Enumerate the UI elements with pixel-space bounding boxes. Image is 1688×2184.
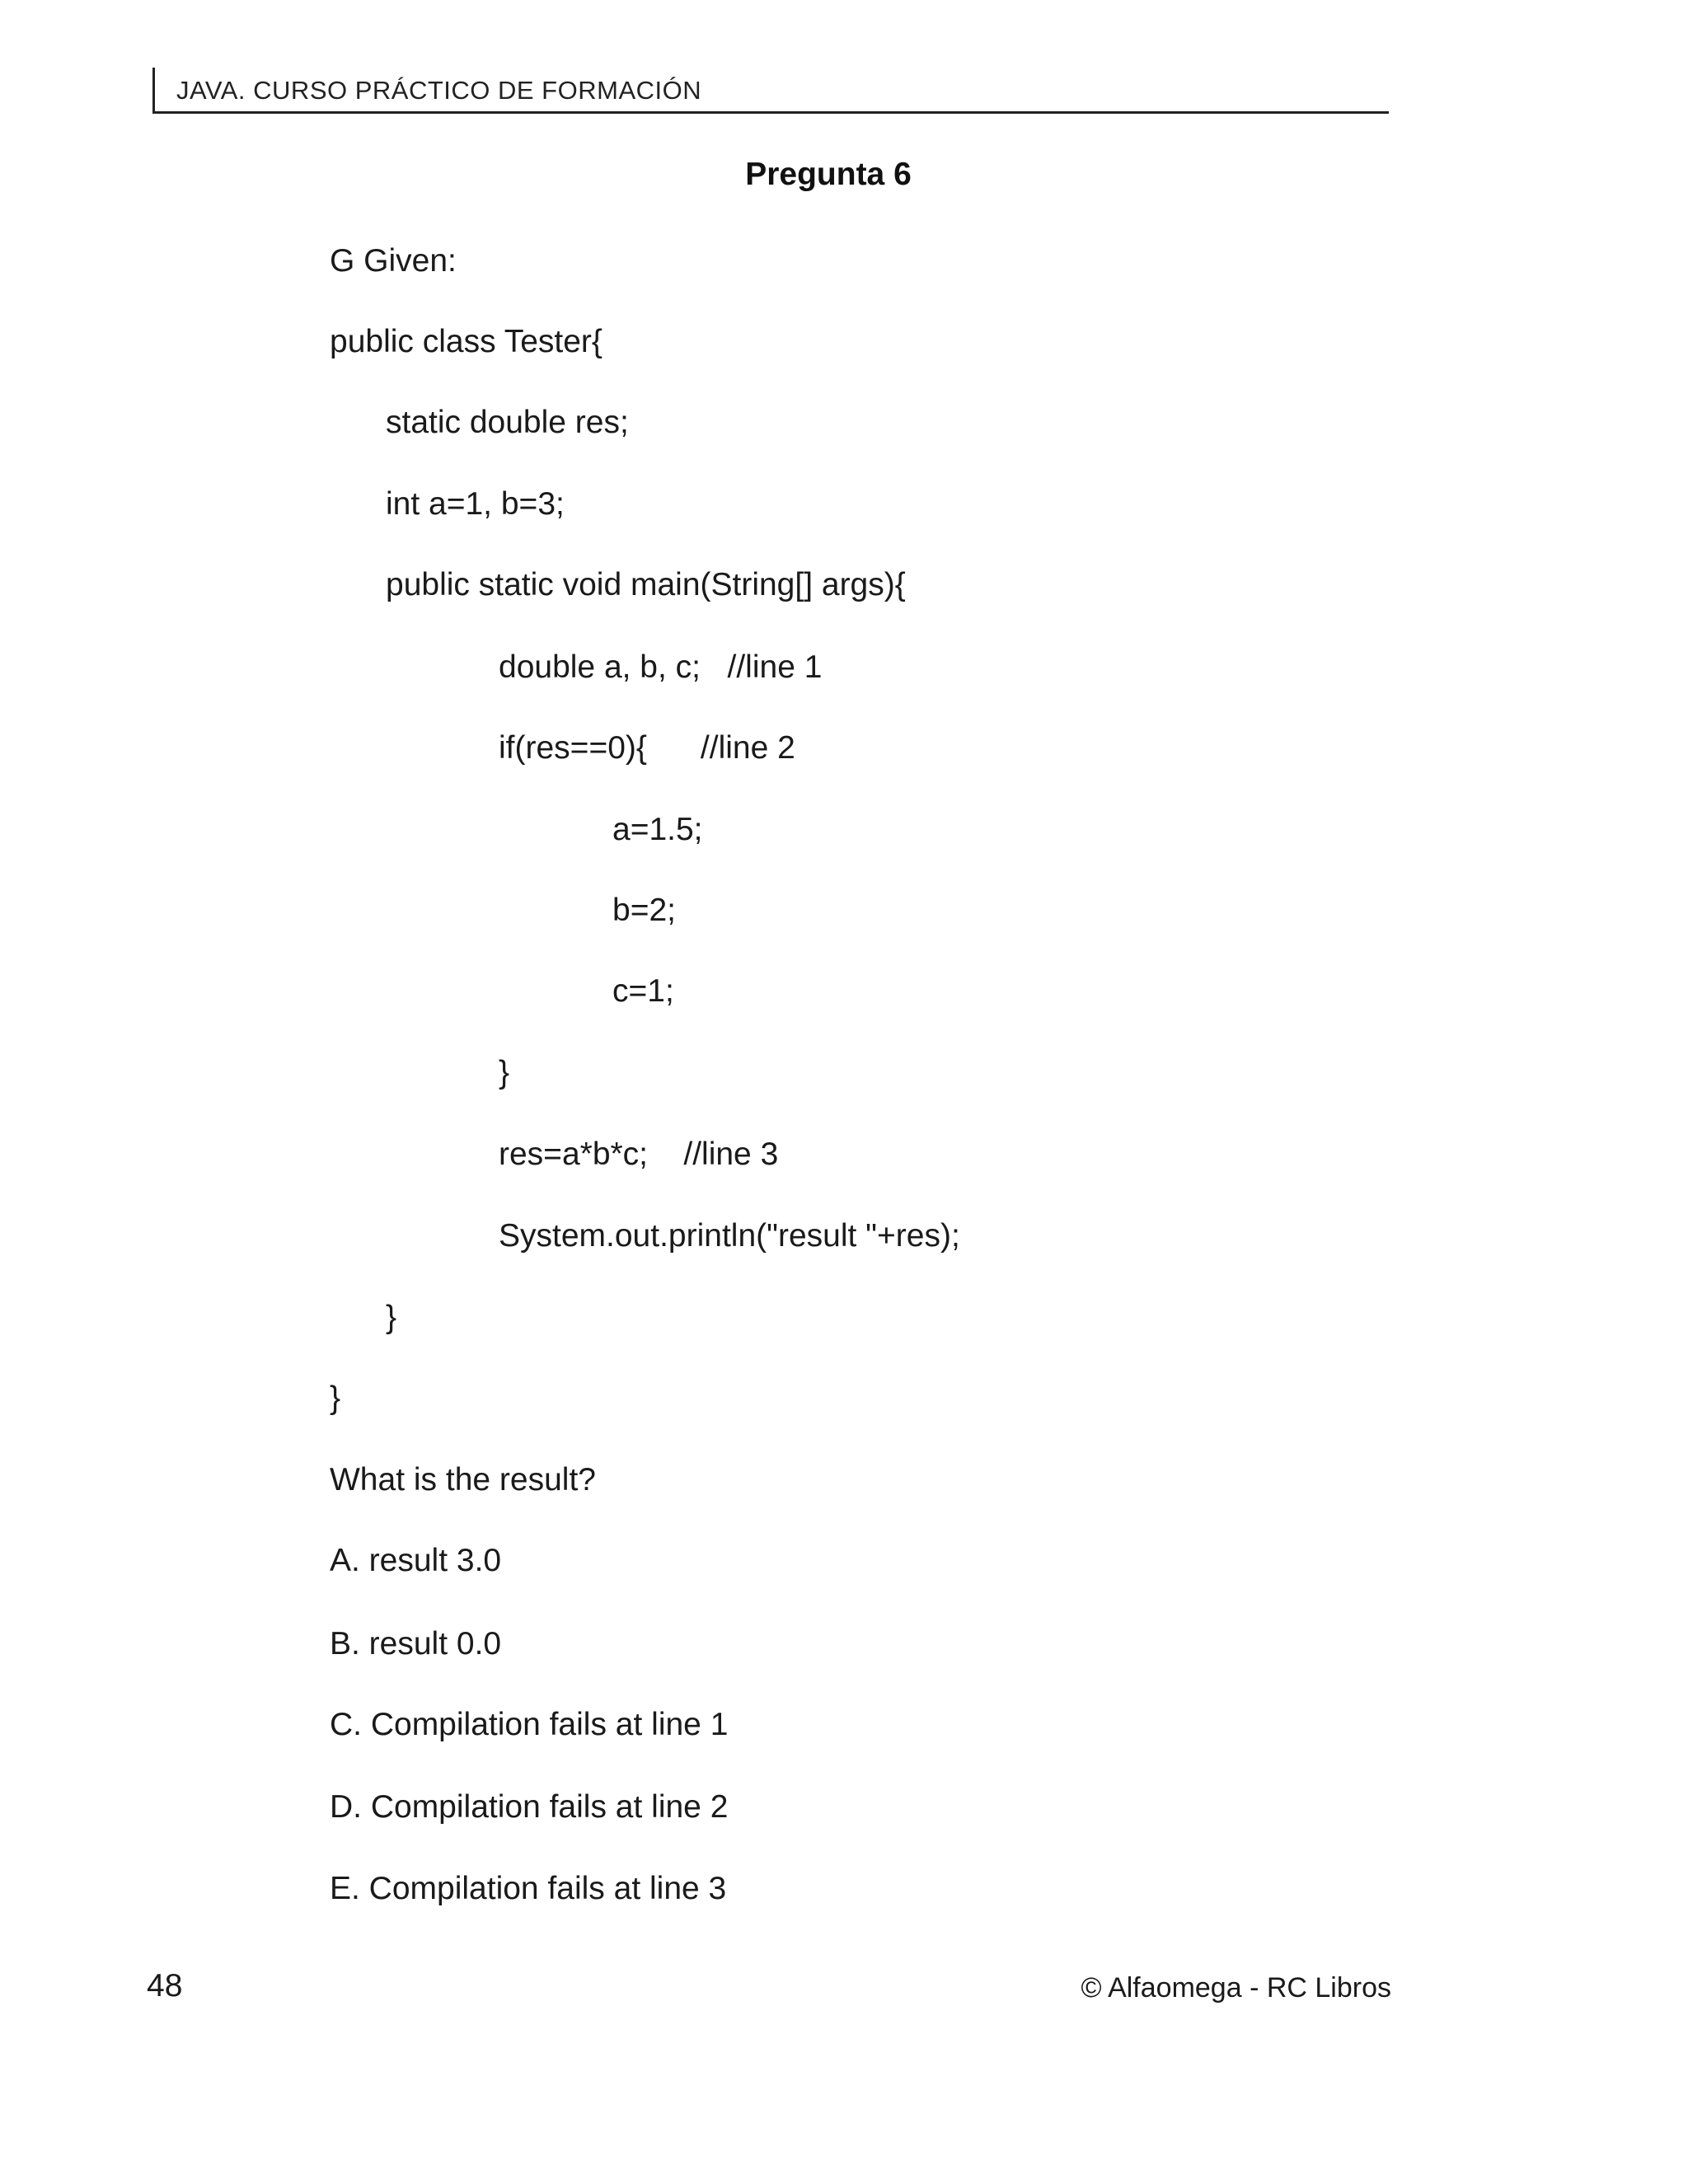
code-line: if(res==0){ //line 2 bbox=[499, 730, 795, 766]
question-intro: G Given: bbox=[330, 243, 457, 279]
code-line: } bbox=[330, 1380, 341, 1416]
answer-option-c: C. Compilation fails at line 1 bbox=[330, 1707, 729, 1742]
code-line: c=1; bbox=[612, 973, 674, 1009]
answer-option-a: A. result 3.0 bbox=[330, 1543, 502, 1578]
copyright-notice: © Alfaomega - RC Libros bbox=[1081, 1972, 1391, 2004]
answer-option-e: E. Compilation fails at line 3 bbox=[330, 1871, 727, 1906]
code-line: System.out.println("result "+res); bbox=[499, 1218, 960, 1254]
running-header bbox=[152, 68, 1389, 114]
question-title: Pregunta 6 bbox=[745, 157, 912, 192]
code-line: double a, b, c; //line 1 bbox=[499, 649, 823, 685]
code-line: public class Tester{ bbox=[330, 324, 603, 359]
code-line: public static void main(String[] args){ bbox=[386, 567, 906, 602]
question-prompt: What is the result? bbox=[330, 1462, 596, 1497]
code-line: res=a*b*c; //line 3 bbox=[499, 1137, 779, 1172]
page-number: 48 bbox=[147, 1968, 183, 2004]
answer-option-b: B. result 0.0 bbox=[330, 1626, 502, 1661]
code-line: static double res; bbox=[386, 405, 629, 440]
running-header-title: JAVA. CURSO PRÁCTICO DE FORMACIÓN bbox=[176, 76, 702, 105]
code-line: } bbox=[499, 1055, 510, 1090]
answer-option-d: D. Compilation fails at line 2 bbox=[330, 1789, 729, 1825]
code-line: int a=1, b=3; bbox=[386, 486, 565, 522]
code-line: } bbox=[386, 1300, 397, 1335]
code-line: a=1.5; bbox=[612, 812, 703, 847]
code-line: b=2; bbox=[612, 893, 676, 928]
